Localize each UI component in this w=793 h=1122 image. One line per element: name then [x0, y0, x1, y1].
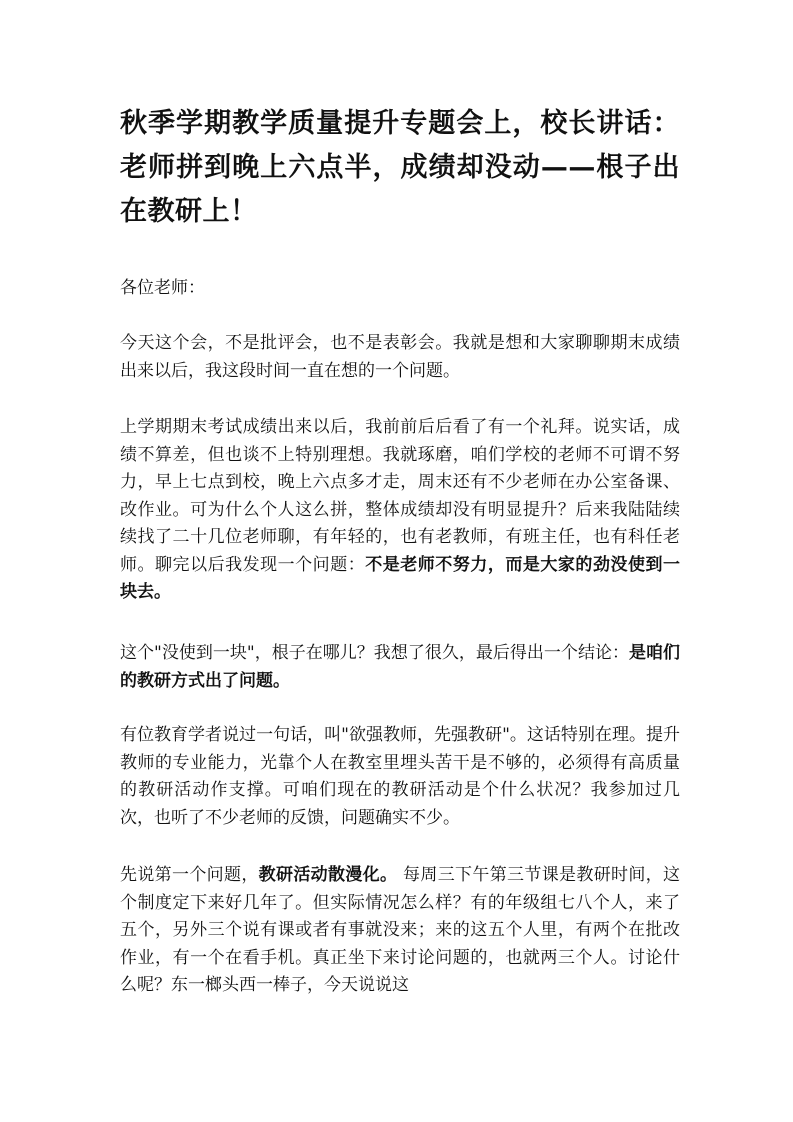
paragraph-3-emphasis: 是咱们的教研方式出了问题。 — [120, 643, 681, 691]
paragraph-2-emphasis: 不是老师不努力，而是大家的劲没使到一块去。 — [120, 554, 681, 602]
paragraph-5 — [120, 862, 680, 1000]
document-title: 秋季学期教学质量提升专题会上，校长讲话：老师拼到晚上六点半，成绩却没动——根子出在教研上！ — [120, 108, 680, 227]
paragraph-5-emphasis: 教研活动散漫化。 — [258, 865, 398, 885]
paragraph-3-text: 这个"没使到一块"，根子在哪儿？我想了很久，最后得出一个结论： — [120, 643, 629, 663]
paragraph-1-text: 今天这个会，不是批评会，也不是表彰会。我就是想和大家聊聊期末成绩出来以后，我这段时间一直在想的一个问题。 — [120, 333, 680, 381]
greeting — [120, 275, 680, 303]
paragraph-5-text: 每周三下午第三节课是教研时间，这个制度定下来好几年了。但实际情况怎么样？有的年级组七八个人，来了五个，另外三个说有课或者有事就没来；来的这五个人里，有两个在批改作业，有一个在看手机。真正坐下来讨论问题的，也就两三个人。讨论什么呢？东一榔头西一棒子，今天说说这 — [120, 865, 681, 995]
paragraph-4 — [120, 722, 680, 832]
paragraph-4-text: 有位教育学者说过一句话，叫"欲强教师，先强教研"。这话特别在理。提升教师的专业能力，光靠个人在教室里埋头苦干是不够的，必须得有高质量的教研活动作支撑。可咱们现在的教研活动是个什么状况？我参加过几次，也听了不少老师的反馈，问题确实不少。 — [120, 725, 680, 828]
paragraph-5-lead: 先说第一个问题， — [120, 865, 259, 885]
paragraph-1 — [120, 330, 680, 385]
paragraph-2-text: 上学期期末考试成绩出来以后，我前前后后看了有一个礼拜。说实话，成绩不算差，但也谈不上特别理想。我就琢磨，咱们学校的老师不可谓不努力，早上七点到校，晚上六点多才走，周末还有不少老师在办公室备课、改作业。可为什么个人这么拼，整体成绩却没有明显提升？后来我陆陆续续找了二十几位老师聊，有年轻的，也有老教师，有班主任，也有科任老师。聊完以后我发现一个问题： — [120, 417, 680, 575]
greeting-text: 各位老师： — [120, 278, 205, 298]
paragraph-2 — [120, 414, 680, 607]
paragraph-3 — [120, 640, 680, 695]
